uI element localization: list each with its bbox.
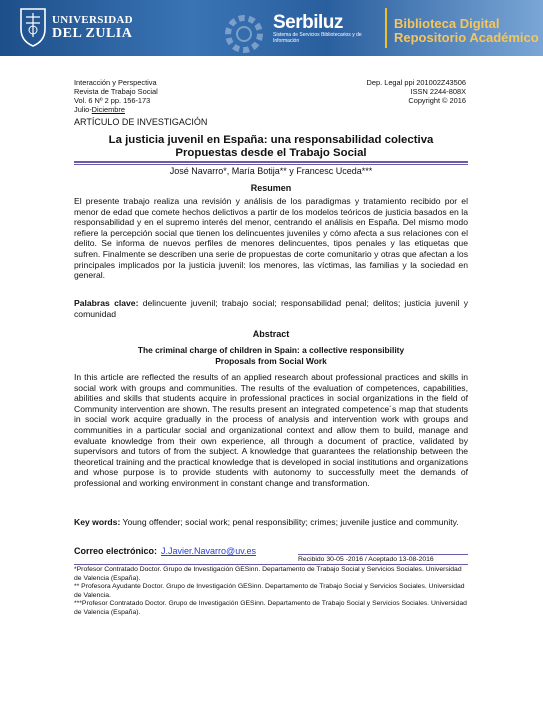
repository-name-line1: Biblioteca Digital <box>394 16 500 31</box>
palabras-clave-label: Palabras clave: <box>74 298 139 308</box>
abstract-text: In this article are reflected the results of an applied research about professional practices and skills in social work with groups and communities. The results of the evaluation of competences, capabilities, abilities and skills that students acquire in professional practices in social organizations in the field of Community intervention are shown. The results present an integrated competence´s map that students in social work acquire gradually in the process of analysis and intervention work with groups and communities in a particular social and organizational context and allow them to build, manage and evaluate knowledge from their own experience, all through a document of practice, validated by supervisors and tutors of from the subject. A knowledge that guarantees the relationship between the theoretical training and the practical knowledge that is developed in social institutions and organizations and whose purpose is to provide students with autonomy to successfully meet the demands of professional and working environment in constant change and transformation. <box>74 372 468 488</box>
gear-watermark-icon <box>218 8 270 56</box>
footnote-rule <box>74 564 468 565</box>
abstract-title-line1: The criminal charge of children in Spain: a collective responsibility <box>137 345 405 355</box>
footnote: ** Profesora Ayudante Doctor. Grupo de Investigación GESinn. Departamento de Trabajo Social y Servicios Sociales. Universidad de Valencia. <box>74 583 465 599</box>
journal-subtitle: Revista de Trabajo Social <box>74 87 158 96</box>
journal-name: Interacción y Perspectiva <box>74 78 157 87</box>
serbiluz-name: Serbiluz <box>273 12 343 33</box>
repository-banner <box>0 0 543 56</box>
legal-info <box>367 78 466 105</box>
repository-name <box>394 17 539 45</box>
abstract-title-line2: Proposals from Social Work <box>215 355 327 366</box>
palabras-clave-text: delincuente juvenil; trabajo social; responsabilidad penal; delitos; justicia juvenil y comunidad <box>74 298 468 319</box>
key-words-text: Young offender; social work; penal responsibility; crimes; juvenile justice and community. <box>120 517 459 527</box>
journal-period-end: Diciembre <box>91 105 125 114</box>
abstract-title <box>74 345 468 366</box>
article-title-line1: La justicia juvenil en España: una responsabilidad colectiva <box>108 134 434 146</box>
legal-deposit: Dep. Legal ppi 201002Z43506 <box>366 78 466 87</box>
key-words <box>74 517 468 528</box>
article-title-line2: Propuestas desde el Trabajo Social <box>175 147 367 159</box>
journal-period <box>74 105 158 114</box>
title-rule-thin <box>74 164 468 165</box>
article-type: ARTÍCULO DE INVESTIGACIÓN <box>74 117 208 127</box>
title-rule <box>74 161 468 163</box>
received-dates: Recibido 30-05 -2016 / Aceptado 13-08-2016 <box>298 554 468 563</box>
university-name-line2: DEL ZULIA <box>52 26 133 41</box>
university-crest-icon <box>18 7 48 47</box>
palabras-clave <box>74 298 468 319</box>
email-link[interactable]: J.Javier.Navarro@uv.es <box>161 546 257 556</box>
journal-period-start: Julio- <box>74 105 92 114</box>
authors: José Navarro*, María Botija** y Francesc Uceda*** <box>169 166 373 176</box>
resumen-heading: Resumen <box>250 183 292 193</box>
university-name <box>52 14 133 40</box>
journal-info <box>74 78 158 114</box>
footnotes <box>74 566 468 618</box>
email-line <box>74 546 256 556</box>
university-name-line1: UNIVERSIDAD <box>52 14 133 26</box>
serbiluz-logo <box>273 14 373 44</box>
footnote: ***Profesor Contratado Doctor. Grupo de Investigación GESinn. Departamento de Trabajo Social y Servicios Sociales. Universidad de Valencia (España). <box>74 600 467 616</box>
resumen-text: El presente trabajo realiza una revisión y análisis de los paradigmas y tratamiento recibido por el menor de edad que comete hechos delictivos a partir de los modelos teóricos de justicia basados en la responsabilidad y en el supremo interés del menor, centrando el análisis en España. Del mismo modo refiere la percepción social que tienen los delincuentes juveniles y cómo afecta a sus relaciones con el delito. Se informa de nuevos perfiles de menores delincuentes, tipos penales y las etiquetas que sufren. Finalmente se describen una serie de propuestas de corte comunitario y otras que afectan a los principales implicados por la justicia juvenil: los menores, las víctimas, las familias y la sociedad en general. <box>74 196 468 281</box>
abstract-heading: Abstract <box>252 329 290 339</box>
issn: ISSN 2244-808X <box>410 87 466 96</box>
banner-separator <box>385 8 387 48</box>
repository-name-line2: Repositorio Académico <box>394 30 539 45</box>
journal-volume: Vol. 6 Nº 2 pp. 156-173 <box>74 96 151 105</box>
article-title <box>74 134 468 160</box>
email-label: Correo electrónico: <box>74 546 158 556</box>
footnote: *Profesor Contratado Doctor. Grupo de Investigación GESinn. Departamento de Trabajo Social y Servicios Sociales. Universidad de Valencia (España). <box>74 566 462 582</box>
copyright: Copyright © 2016 <box>408 96 466 105</box>
serbiluz-subtitle: Sistema de Servicios Bibliotecarios y de Información <box>273 32 362 44</box>
key-words-label: Key words: <box>74 517 121 527</box>
